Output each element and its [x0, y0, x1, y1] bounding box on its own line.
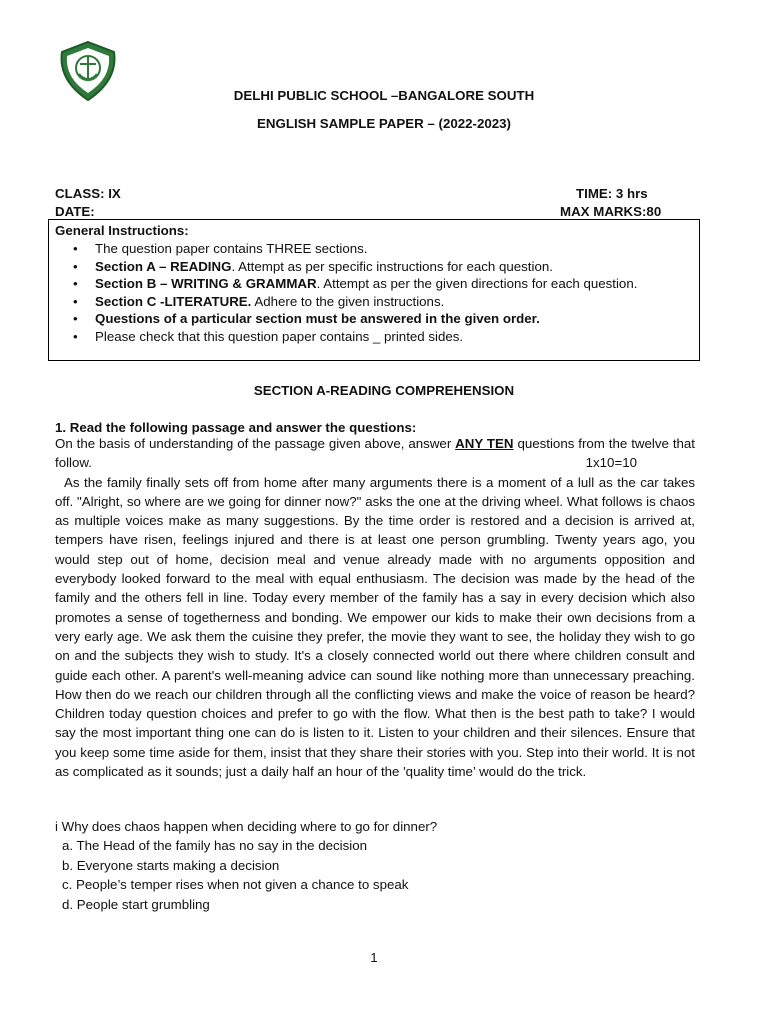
- instruction-item: • Section B – WRITING & GRAMMAR. Attempt as per the given directions for each question.: [95, 275, 693, 293]
- section-title: SECTION A-READING COMPREHENSION: [253, 383, 515, 398]
- page-number: 1: [370, 950, 378, 965]
- option-a: a. The Head of the family has no say in the decision: [62, 838, 368, 853]
- passage-text: As the family finally sets off from home after many arguments there is a moment of a lull as the car takes off. "Alright, so where are we going for dinner now?" asks the one at the driving wheel. What follows is chaos as multiple voices make as many suggestions. By the time order is restored and a decision is arrived at, tempers have risen, feelings injured and there is at least one person grumbling. Twenty years ago, you would step out of home, decision meal and venue already made with no arguments opposition and everybody looked forward to the meal with equal enthusiasm. The decision was made by the head of the family and the others fell in line. Today every member of the family has a say in every decision which also promotes a sense of togetherness and bonding. We empower our kids to make their own decisions from a very early age. We ask them the cuisine they prefer, the movie they want to see, the holiday they wish to go on and the subjects they wish to study. It's a closely connected world out there where children consult and guide each other. A parent's well-meaning advice can sound like nothing more than unnecessary preaching. How then do we reach our children through all the conflicting views and make the voice of reason be heard? Children today question choices and prefer to go with the flow. What then is the best path to take? I would say the most important thing one can do is listen to it. Listen to your children and their silences. Ensure that you keep some time aside for them, insist that they share their stories with you. Step into their world. It is not as complicated as it sounds; just a daily half an hour of the 'quality time’ would do the trick.: [55, 474, 695, 780]
- instruction-item: • Section C -LITERATURE. Adhere to the given instructions.: [95, 293, 693, 311]
- instructions-title: General Instructions:: [55, 223, 189, 238]
- option-b: b. Everyone starts making a decision: [62, 857, 280, 873]
- passage-intro: On the basis of understanding of the passage given above, answer ANY TEN questions from the twelve that follow. 1x10=10: [55, 434, 695, 473]
- max-marks: MAX MARKS:80: [560, 204, 662, 219]
- instruction-item: • The question paper contains THREE sections.: [95, 240, 693, 258]
- instructions-box: [48, 219, 700, 361]
- instructions-list: [55, 240, 693, 346]
- time-label: TIME: 3 hrs: [576, 186, 648, 201]
- instruction-item: • Please check that this question paper contains _ printed sides.: [95, 328, 693, 346]
- passage-block: [55, 434, 695, 781]
- question-i: i Why does chaos happen when deciding where to go for dinner?: [55, 819, 438, 834]
- date-label: DATE:: [55, 204, 95, 219]
- option-d: d. People start grumbling: [62, 896, 210, 912]
- question-heading: 1. Read the following passage and answer the questions:: [55, 420, 417, 435]
- instruction-item: • Section A – READING. Attempt as per specific instructions for each question.: [95, 258, 693, 276]
- school-name: DELHI PUBLIC SCHOOL –BANGALORE SOUTH: [233, 88, 535, 103]
- class-label: CLASS: IX: [55, 186, 121, 201]
- options-list: [62, 836, 408, 914]
- option-c: c. People’s temper rises when not given a chance to speak: [62, 877, 409, 892]
- marks-label: 1x10=10: [585, 455, 637, 471]
- instruction-item: • Questions of a particular section must be answered in the given order.: [95, 310, 693, 328]
- paper-title: ENGLISH SAMPLE PAPER – (2022-2023): [257, 116, 511, 131]
